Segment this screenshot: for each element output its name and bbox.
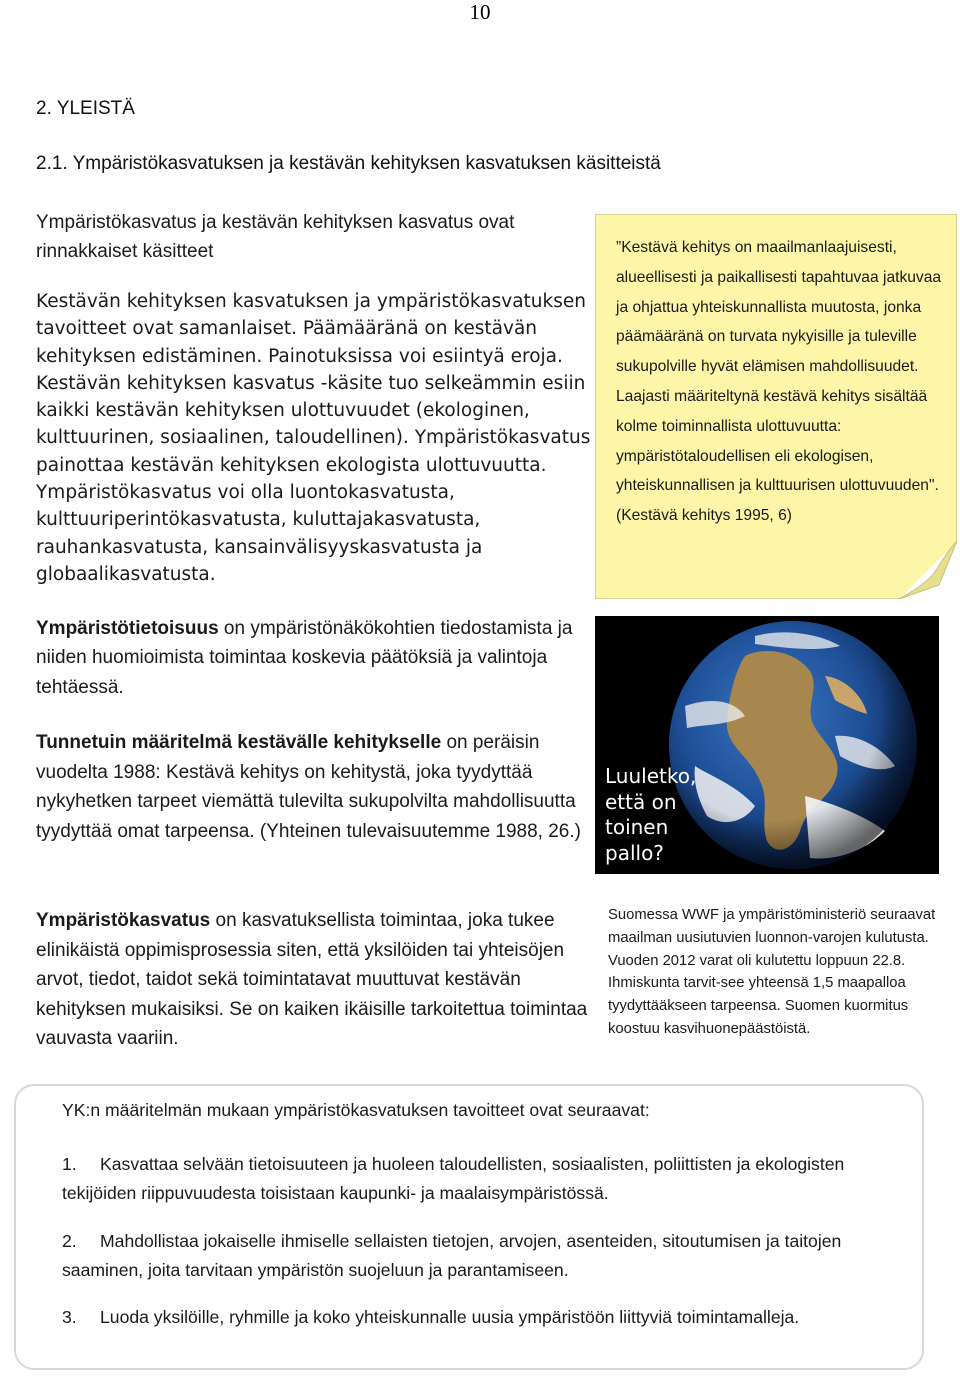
section-heading: 2.1. Ympäristökasvatuksen ja kestävän kehityksen kasvatuksen käsitteistä [36, 153, 661, 174]
un-goal-item [62, 1303, 914, 1332]
earth-caption [605, 764, 696, 866]
subheading: Ympäristökasvatus ja kestävän kehityksen kasvatus ovat rinnakkaiset käsitteet [36, 212, 515, 262]
un-goal-item [62, 1227, 914, 1284]
term-environmental-education: Ympäristökasvatus [36, 910, 211, 931]
paragraph-4-text: on kasvatuksellista toimintaa, joka tukee elinikäistä oppimisprosessia siten, että yksilöiden tai yhteisöjen arvot, tiedot, taidot sekä toimintatavat muuttuvat kestävän kehityksen mukaisiksi. Se on kaiken ikäisille tarkoitettua toimintaa vauvasta vaariin. [36, 910, 588, 1049]
un-goal-text: Luoda yksilöille, ryhmille ja koko yhteiskunnalle uusia ympäristöön liittyviä toimintamalleja. [100, 1307, 800, 1327]
page-curl-icon [899, 541, 957, 599]
un-goal-item [62, 1150, 914, 1207]
term-environmental-awareness: Ympäristötietoisuus [36, 618, 219, 639]
caption-line: pallo? [605, 840, 664, 865]
un-goal-number: 3. [62, 1307, 77, 1327]
caption-line: Luuletko, [605, 764, 697, 788]
quote-note-box [595, 214, 957, 599]
earth-image [595, 616, 939, 874]
paragraph-sustainable-education: Kestävän kehityksen kasvatuksen ja ympäristökasvatuksen tavoitteet ovat samanlaiset. Päämääränä on kestävän kehityksen edistäminen. Painotuksissa voi esiintyä eroja. Kestävän kehityksen kasvatus -käsite tuo selkeämmin esiin kaikki kestävän kehityksen ulottuvuudet (ekologinen, kulttuurinen, sosiaalinen, taloudellinen). Ympäristökasvatus painottaa kestävän kehityksen ekologista ulottuvuutta. Ympäristökasvatus voi olla luontokasvatusta, kulttuuriperintökasvatusta, kuluttajakasvatusta, rauhankasvatusta, kansainvälisyyskasvatusta ja globaalikasvatusta. [36, 291, 591, 585]
un-goal-number: 2. [62, 1231, 77, 1251]
chapter-heading: 2. YLEISTÄ [36, 98, 135, 119]
paragraph-2-text: on ympäristönäkökohtien tiedostamista ja niiden huomioimista toimintaa koskevia päätöksiä ja valintoja tehtäessä. [36, 618, 573, 698]
paragraph-definition [36, 728, 596, 847]
un-goal-text: Kasvattaa selvään tietoisuuteen ja huoleen taloudellisten, sosiaalisten, poliittisten ja ekologisten tekijöiden riippuvuudesta toisistaan kaupunki- ja maalaisympäristössä. [62, 1154, 845, 1203]
wwf-note: Suomessa WWF ja ympäristöministeriö seuraavat maailman uusiutuvien luonnon-varojen kulutusta. Vuoden 2012 varat oli kulutettu loppuun 22.8. Ihmiskunta tarvit-see yhteensä 1,5 maapalloa tyydyttääkseen tarpeensa. Suomen kuormitus koostuu kasvihuonepäästöistä. [608, 907, 936, 1037]
quote-text: ”Kestävä kehitys on maailmanlaajuisesti, alueellisesti ja paikallisesti tapahtuvaa jatkuvaa ja ohjattua yhteiskunnallista muutosta, jonka päämääränä on turvata nykyisille ja tuleville sukupolville hyvät elämisen mahdollisuudet. Laajasti määriteltynä kestävä kehitys sisältää kolme toiminnallista ulottuvuutta: ympäristötaloudellisen eli ekologisen, yhteiskunnallisen ja kulttuurisen ulottuvuuden". (Kestävä kehitys 1995, 6) [616, 239, 942, 525]
caption-line: että on [605, 789, 677, 814]
page-number: 10 [469, 0, 491, 24]
caption-line: toinen [605, 815, 669, 839]
paragraph-environmental-awareness [36, 614, 591, 702]
term-definition: Tunnetuin määritelmä kestävälle kehitykselle [36, 732, 442, 753]
paragraph-3-text: on peräisin vuodelta 1988: Kestävä kehitys on kehitystä, joka tyydyttää nykyhetken tarpeet viemättä tulevilta sukupolvilta mahdollisuutta tyydyttää omat tarpeensa. (Yhteinen tulevaisuutemme 1988, 26.) [36, 732, 581, 843]
un-goals-title: YK:n määritelmän mukaan ympäristökasvatuksen tavoitteet ovat seuraavat: [62, 1100, 650, 1120]
un-goal-text: Mahdollistaa jokaiselle ihmiselle sellaisten tietojen, arvojen, asenteiden, sitoutumisen ja taitojen saaminen, joita tarvitaan ympäristön suojeluun ja parantamiseen. [62, 1231, 842, 1280]
un-goal-number: 1. [62, 1154, 77, 1174]
paragraph-environmental-education [36, 906, 596, 1054]
